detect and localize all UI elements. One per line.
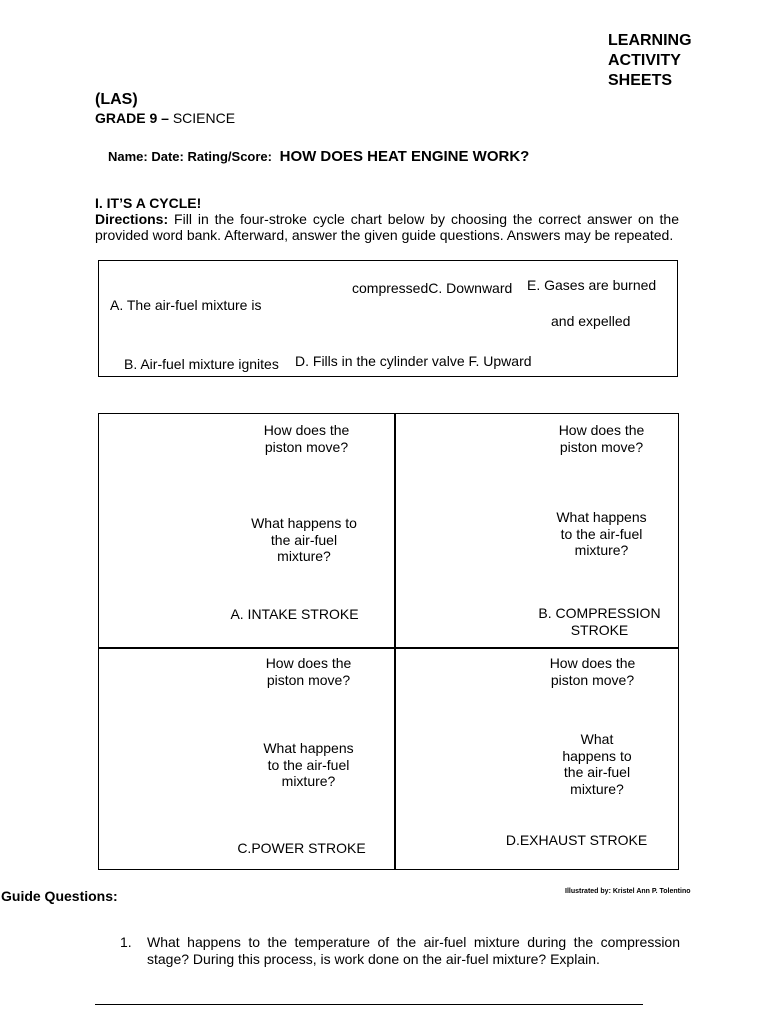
las-title <box>608 31 692 91</box>
cell-a-q2-line: mixture? <box>277 548 331 564</box>
chart-divider-horizontal <box>99 647 678 649</box>
cell-d-stroke-label <box>494 832 659 849</box>
word-bank-d-f: D. Fills in the cylinder valve F. Upward <box>295 353 532 369</box>
cell-b-q1-line: How does the <box>558 422 645 438</box>
las-code: (LAS) <box>95 91 138 108</box>
cell-a-q2-line: the air-fuel <box>270 531 338 548</box>
word-bank <box>98 260 678 377</box>
cell-d-q1-line: How does the <box>549 655 636 671</box>
las-title-line-2: ACTIVITY <box>608 52 681 69</box>
cell-c-question-1 <box>251 655 366 688</box>
cell-c-q2-line: What happens <box>263 740 354 756</box>
cell-a-question-2 <box>239 515 369 565</box>
cell-c-question-2 <box>246 740 371 790</box>
section-title: I. IT’S A CYCLE! <box>95 195 202 211</box>
cell-b-question-2 <box>539 509 664 559</box>
cell-b-q2-line: What happens <box>556 509 647 525</box>
las-title-line-1: LEARNING <box>608 32 692 49</box>
directions <box>95 211 679 243</box>
cell-c-q2-line: mixture? <box>281 773 336 789</box>
cell-b-q1-line: piston move? <box>559 438 644 455</box>
answer-line[interactable] <box>95 1004 643 1005</box>
cell-a-label-line: A. INTAKE STROKE <box>230 606 359 622</box>
illustrator-credit: Illustrated by: Kristel Ann P. Tolentino <box>565 888 691 895</box>
guide-question-1 <box>120 934 680 967</box>
meta-fields: Name: Date: Rating/Score: <box>108 149 272 164</box>
meta-line <box>108 148 529 165</box>
cell-d-q2-line: mixture? <box>570 780 624 797</box>
cell-b-label-line: STROKE <box>570 621 629 638</box>
cell-a-question-1 <box>249 422 364 455</box>
subject: SCIENCE <box>172 110 236 126</box>
grade-label: GRADE 9 – <box>95 110 169 126</box>
word-bank-b: B. Air-fuel mixture ignites <box>124 356 279 372</box>
lesson-title: HOW DOES HEAT ENGINE WORK? <box>279 148 530 165</box>
word-bank-e-line-1: E. Gases are burned <box>527 277 657 293</box>
cell-c-label-line: C.POWER STROKE <box>237 840 366 856</box>
cell-d-q2-line: happens to <box>562 747 632 764</box>
cell-c-stroke-label <box>224 840 379 857</box>
cell-d-q1-line: piston move? <box>550 671 635 688</box>
cell-d-q2-line: What <box>580 731 614 747</box>
cell-d-label-line: D.EXHAUST STROKE <box>505 832 648 848</box>
word-bank-e-line-2: and expelled <box>551 313 631 329</box>
cell-d-question-2 <box>547 731 647 797</box>
cell-d-question-1 <box>535 655 650 688</box>
cell-c-q1-line: How does the <box>265 655 352 671</box>
cell-b-question-1 <box>544 422 659 455</box>
guide-questions-title: Guide Questions: <box>1 888 118 904</box>
cell-b-label-line: B. COMPRESSION <box>538 605 661 621</box>
cell-a-stroke-label <box>217 606 372 623</box>
question-text: What happens to the temperature of the air-fuel mixture during the compression stage? During this process, is work done on the air-fuel mixture? Explain. <box>147 934 680 967</box>
grade-subject <box>95 110 235 126</box>
cell-b-q2-line: to the air-fuel <box>560 525 643 542</box>
question-number: 1. <box>120 934 132 950</box>
cell-c-q1-line: piston move? <box>266 671 351 688</box>
directions-text: Fill in the four-stroke cycle chart below by choosing the correct answer on the provided word bank. Afterward, answer the given guide questions. Answers may be repeated. <box>95 211 679 243</box>
cell-c-q2-line: to the air-fuel <box>267 756 350 773</box>
cell-a-q1-line: piston move? <box>264 438 349 455</box>
cell-b-stroke-label <box>527 605 672 638</box>
chart-divider-vertical <box>394 414 396 869</box>
cell-a-q2-line: What happens to <box>251 515 357 531</box>
word-bank-a-cont-c: compressedC. Downward <box>352 280 513 296</box>
four-stroke-chart <box>98 413 679 870</box>
cell-b-q2-line: mixture? <box>574 542 629 558</box>
cell-a-q1-line: How does the <box>263 422 350 438</box>
directions-label: Directions: <box>95 211 169 227</box>
cell-d-q2-line: the air-fuel <box>563 764 631 780</box>
las-title-line-3: SHEETS <box>608 72 673 89</box>
word-bank-a: A. The air-fuel mixture is <box>110 297 262 313</box>
